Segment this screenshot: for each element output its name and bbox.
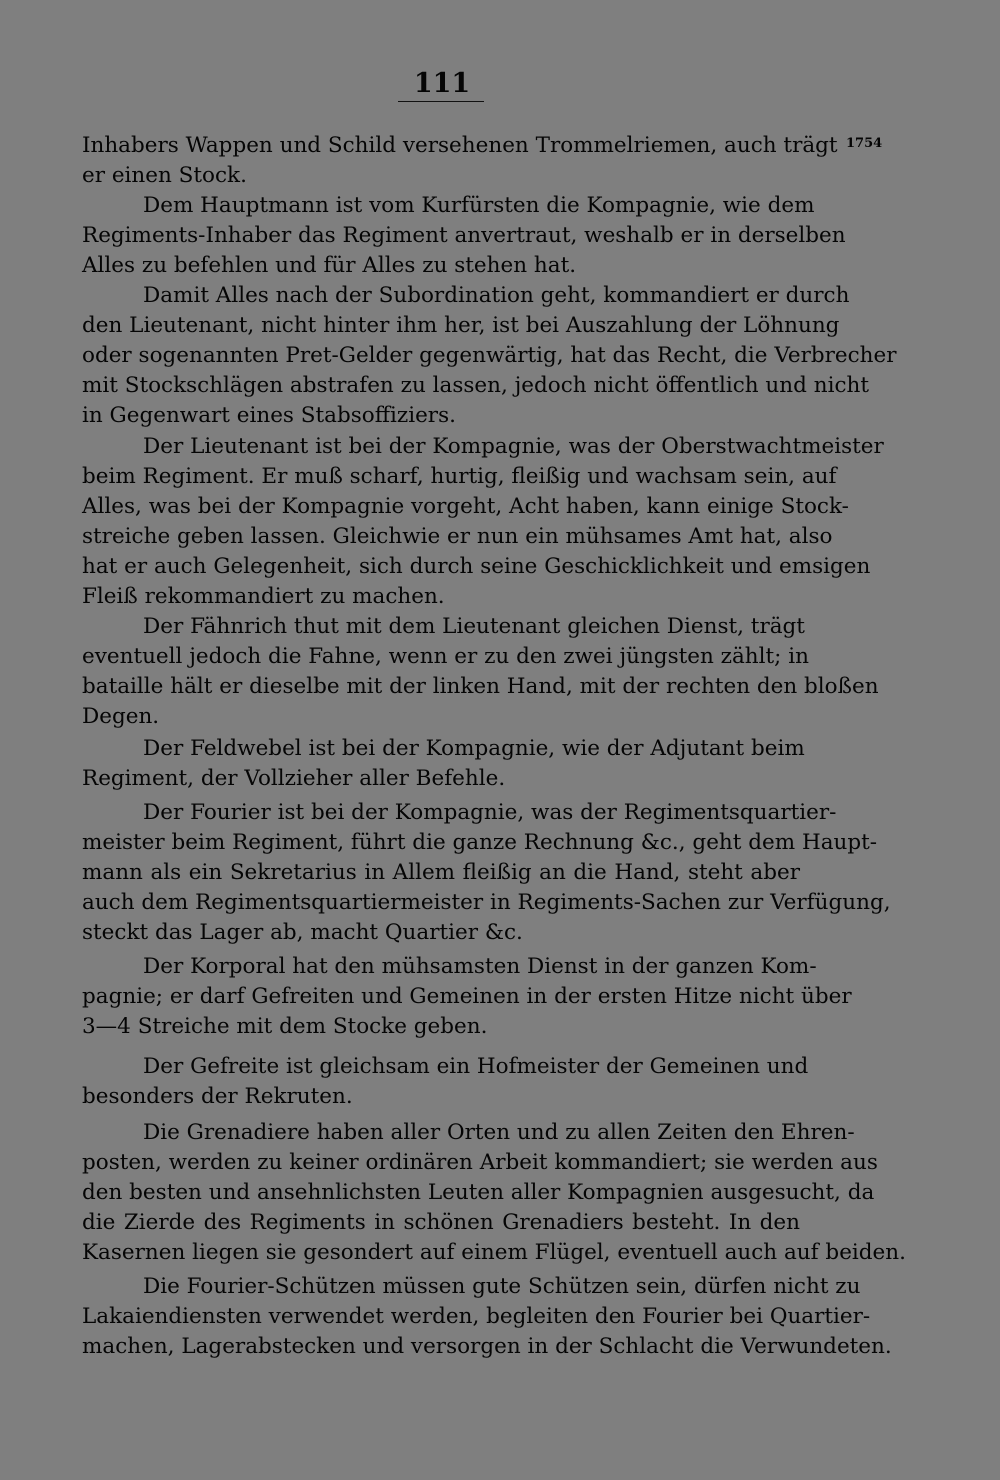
margin-year-note: 1754 [846,136,883,151]
text-line: den Lieutenant, nicht hinter ihm her, ist bei Auszahlung der Löhnung [82,313,840,338]
text-line: Die Grenadiere haben aller Orten und zu allen Zeiten den Ehren- [143,1120,855,1145]
text-line: Regiment, der Vollzieher aller Befehle. [82,766,506,791]
text-line: streiche geben lassen. Gleichwie er nun ein mühsames Amt hat, also [82,524,833,549]
text-line: mann als ein Sekretarius in Allem fleißig an die Hand, steht aber [82,860,800,885]
text-line: Fleiß rekommandiert zu machen. [82,584,445,609]
text-line: Alles, was bei der Kompagnie vorgeht, Acht haben, kann einige Stock- [82,494,849,519]
text-line: hat er auch Gelegenheit, sich durch seine Geschicklichkeit und emsigen [82,554,871,579]
text-line: in Gegenwart eines Stabsoffiziers. [82,403,456,428]
text-line: die Zierde des Regiments in schönen Grenadiers besteht. In den [82,1210,800,1235]
page-number: 111 [413,68,471,99]
text-line: besonders der Rekruten. [82,1084,353,1109]
text-line: oder sogenannten Pret-Gelder gegenwärtig, hat das Recht, die Verbrecher [82,343,897,368]
text-line: eventuell jedoch die Fahne, wenn er zu den zwei jüngsten zählt; in [82,644,809,669]
text-line: steckt das Lager ab, macht Quartier &c. [82,920,523,945]
text-line: bataille hält er dieselbe mit der linken Hand, mit der rechten den bloßen [82,674,879,699]
text-line: 3—4 Streiche mit dem Stocke geben. [82,1014,488,1039]
text-line: Dem Hauptmann ist vom Kurfürsten die Kompagnie, wie dem [143,193,815,218]
text-line: er einen Stock. [82,163,247,188]
text-line: Damit Alles nach der Subordination geht, kommandiert er durch [143,283,850,308]
text-line: den besten und ansehnlichsten Leuten aller Kompagnien ausgesucht, da [82,1180,875,1205]
text-line: beim Regiment. Er muß scharf, hurtig, fleißig und wachsam sein, auf [82,464,837,489]
text-line: Der Fähnrich thut mit dem Lieutenant gleichen Dienst, trägt [143,614,805,639]
text-line: mit Stockschlägen abstrafen zu lassen, jedoch nicht öffentlich und nicht [82,373,869,398]
text-line: Kasernen liegen sie gesondert auf einem Flügel, eventuell auch auf beiden. [82,1240,906,1265]
text-line: Der Gefreite ist gleichsam ein Hofmeister der Gemeinen und [143,1054,809,1079]
text-line: Degen. [82,704,160,729]
text-line: Der Feldwebel ist bei der Kompagnie, wie der Adjutant beim [143,736,805,761]
text-line: auch dem Regimentsquartiermeister in Regiments-Sachen zur Verfügung, [82,890,891,915]
text-line: Inhabers Wappen und Schild versehenen Trommelriemen, auch trägt [82,133,838,158]
text-line: Der Korporal hat den mühsamsten Dienst in der ganzen Kom- [143,954,817,979]
text-line: Der Lieutenant ist bei der Kompagnie, was der Oberstwachtmeister [143,434,884,459]
header-rule [398,101,484,102]
text-line: Der Fourier ist bei der Kompagnie, was der Regimentsquartier- [143,800,837,825]
text-line: meister beim Regiment, führt die ganze Rechnung &c., geht dem Haupt- [82,830,878,855]
text-line: Die Fourier-Schützen müssen gute Schützen sein, dürfen nicht zu [143,1274,861,1299]
text-line: machen, Lagerabstecken und versorgen in der Schlacht die Verwundeten. [82,1334,892,1359]
text-line: pagnie; er darf Gefreiten und Gemeinen in der ersten Hitze nicht über [82,984,852,1009]
text-line: posten, werden zu keiner ordinären Arbeit kommandiert; sie werden aus [82,1150,878,1175]
text-line: Alles zu befehlen und für Alles zu stehen hat. [82,253,577,278]
text-line: Regiments-Inhaber das Regiment anvertraut, weshalb er in derselben [82,223,846,248]
text-line: Lakaiendiensten verwendet werden, begleiten den Fourier bei Quartier- [82,1304,871,1329]
